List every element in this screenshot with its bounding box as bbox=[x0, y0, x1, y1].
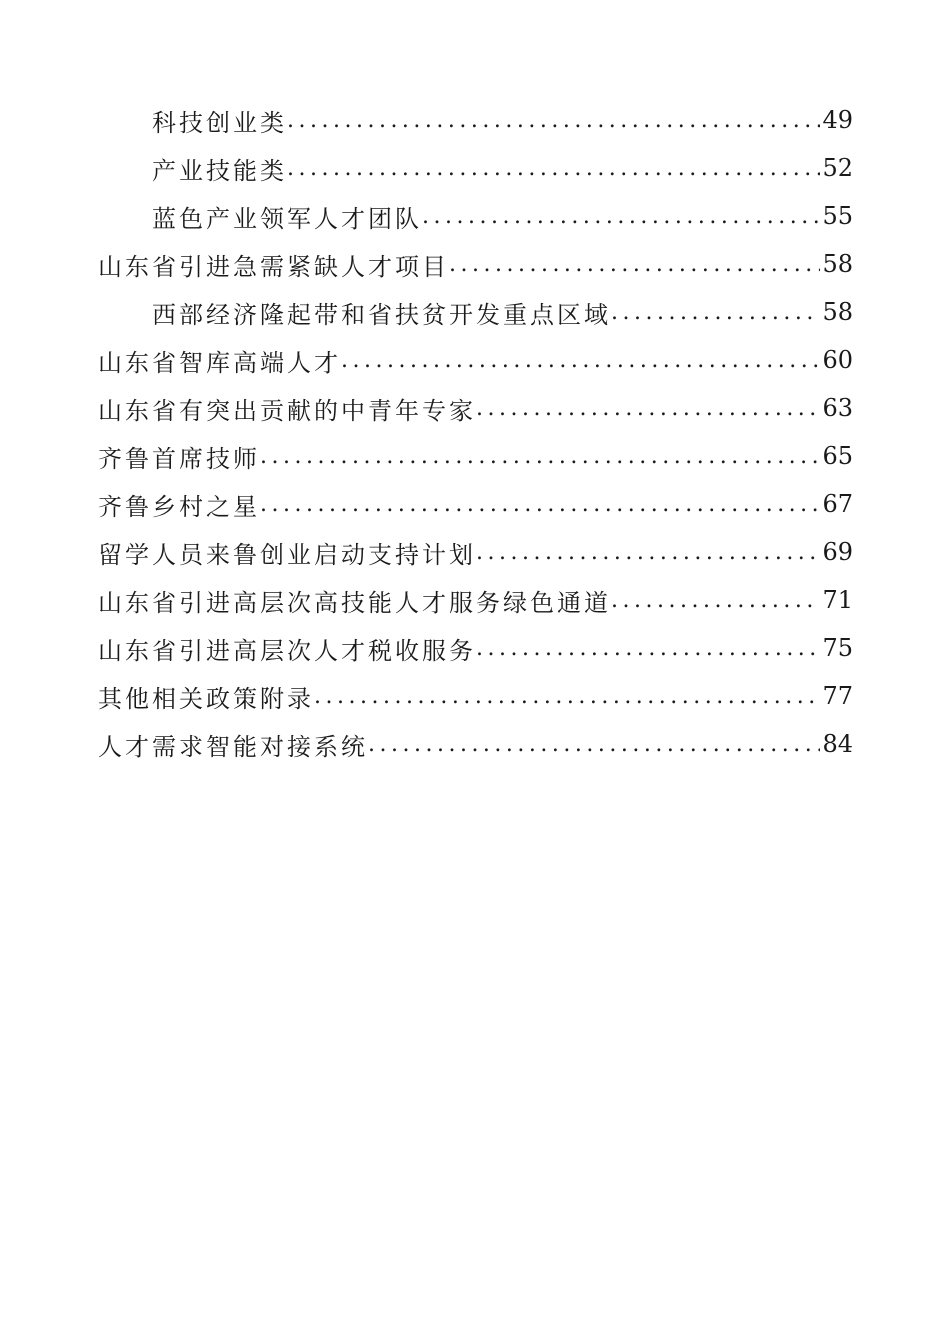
toc-entry-title: 人才需求智能对接系统 bbox=[98, 732, 368, 761]
toc-entry[interactable] bbox=[0, 672, 950, 720]
toc-entry-title: 齐鲁首席技师 bbox=[98, 444, 260, 473]
toc-dot-leader bbox=[287, 108, 820, 133]
toc-dot-leader bbox=[422, 204, 820, 229]
toc-entry[interactable] bbox=[0, 288, 950, 336]
toc-entry[interactable] bbox=[0, 240, 950, 288]
toc-entry-page: 65 bbox=[822, 442, 853, 470]
toc-entry[interactable] bbox=[0, 384, 950, 432]
toc-entry-page: 63 bbox=[822, 394, 853, 422]
toc-entry-page: 58 bbox=[822, 298, 853, 326]
toc-entry-page: 71 bbox=[822, 586, 853, 614]
toc-dot-leader bbox=[476, 540, 820, 565]
toc-entry[interactable] bbox=[0, 336, 950, 384]
toc-entry[interactable] bbox=[0, 144, 950, 192]
toc-dot-leader bbox=[260, 492, 820, 517]
toc-dot-leader bbox=[260, 444, 820, 469]
toc-entry-title: 山东省智库高端人才 bbox=[98, 348, 341, 377]
toc-entry[interactable] bbox=[0, 576, 950, 624]
toc-entry[interactable] bbox=[0, 624, 950, 672]
toc-dot-leader bbox=[476, 636, 820, 661]
toc-dot-leader bbox=[449, 252, 820, 277]
toc-entry[interactable] bbox=[0, 480, 950, 528]
toc-entry-title: 科技创业类 bbox=[152, 108, 287, 137]
toc-dot-leader bbox=[287, 156, 820, 181]
toc-entry-page: 49 bbox=[822, 106, 853, 134]
toc-entry-title: 山东省引进高层次高技能人才服务绿色通道 bbox=[98, 588, 611, 617]
toc-entry[interactable] bbox=[0, 432, 950, 480]
toc-entry-page: 55 bbox=[822, 202, 853, 230]
toc-entry-page: 84 bbox=[822, 730, 853, 758]
toc-entry-title: 蓝色产业领军人才团队 bbox=[152, 204, 422, 233]
toc-entry-title: 齐鲁乡村之星 bbox=[98, 492, 260, 521]
toc-entry-page: 67 bbox=[822, 490, 853, 518]
toc-entry-title: 产业技能类 bbox=[152, 156, 287, 185]
toc-entry-title: 其他相关政策附录 bbox=[98, 684, 314, 713]
toc-entry-page: 52 bbox=[822, 154, 853, 182]
toc-dot-leader bbox=[476, 396, 820, 421]
table-of-contents bbox=[0, 96, 950, 768]
toc-entry-title: 西部经济隆起带和省扶贫开发重点区域 bbox=[152, 300, 611, 329]
toc-dot-leader bbox=[341, 348, 820, 373]
toc-entry-title: 留学人员来鲁创业启动支持计划 bbox=[98, 540, 476, 569]
toc-entry-page: 58 bbox=[822, 250, 853, 278]
toc-entry-title: 山东省有突出贡献的中青年专家 bbox=[98, 396, 476, 425]
toc-entry-page: 69 bbox=[822, 538, 853, 566]
toc-entry-page: 75 bbox=[822, 634, 853, 662]
toc-dot-leader bbox=[611, 300, 820, 325]
toc-entry-page: 60 bbox=[822, 346, 853, 374]
toc-entry-title: 山东省引进高层次人才税收服务 bbox=[98, 636, 476, 665]
toc-entry[interactable] bbox=[0, 720, 950, 768]
toc-entry[interactable] bbox=[0, 96, 950, 144]
toc-entry-title: 山东省引进急需紧缺人才项目 bbox=[98, 252, 449, 281]
toc-dot-leader bbox=[368, 732, 820, 757]
toc-dot-leader bbox=[314, 684, 820, 709]
toc-dot-leader bbox=[611, 588, 820, 613]
toc-entry-page: 77 bbox=[822, 682, 853, 710]
toc-entry[interactable] bbox=[0, 528, 950, 576]
toc-entry[interactable] bbox=[0, 192, 950, 240]
